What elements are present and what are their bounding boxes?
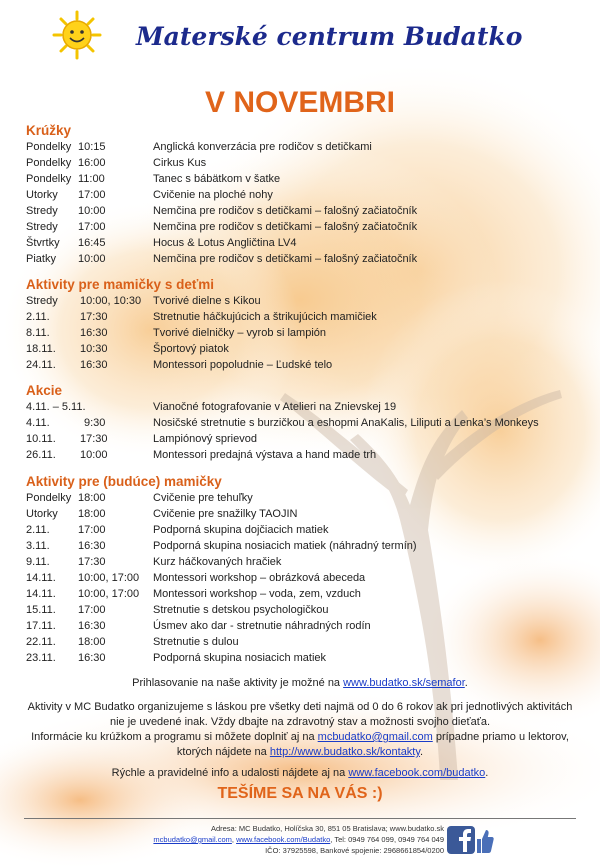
row-day: 4.11. – 5.11. — [26, 401, 86, 413]
row-day: 22.11. — [26, 636, 56, 648]
signup-end: . — [464, 677, 468, 689]
row-activity: Stretnutie s dulou — [153, 636, 239, 648]
row-activity: Cirkus Kus — [153, 157, 207, 169]
row-time: 17:30 — [78, 556, 106, 568]
month-heading: V NOVEMBRI — [204, 86, 396, 119]
section-title-akcie: Akcie — [26, 383, 63, 398]
row-day: 4.11. — [26, 417, 50, 429]
row-time: 17:30 — [80, 311, 108, 323]
row-time: 10:00, 10:30 — [80, 295, 142, 307]
page-title: Materské centrum Budatko — [136, 22, 523, 51]
row-activity: Cvičenie pre snažilky TAOJIN — [153, 508, 298, 520]
row-day: 26.11. — [26, 449, 56, 461]
row-day: Piatky — [26, 253, 56, 265]
row-activity: Cvičenie pre tehuľky — [153, 492, 253, 504]
row-day: 2.11. — [26, 524, 50, 536]
row-activity: Športový piatok — [153, 343, 229, 355]
row-time: 10:15 — [78, 141, 106, 153]
contact-text-mid: prípadne priamo u lektorov, ktorých nájdete na — [176, 731, 569, 758]
row-time: 18:00 — [78, 636, 106, 648]
row-time: 18:00 — [78, 508, 106, 520]
row-day: 18.11. — [26, 343, 56, 355]
row-activity: Nemčina pre rodičov s detičkami – falošný začiatočník — [153, 221, 418, 233]
contacts-link[interactable]: http://www.budatko.sk/kontakty — [269, 746, 421, 758]
row-time: 16:45 — [78, 237, 106, 249]
row-activity: Podporná skupina dojčiacich matiek — [153, 524, 329, 536]
row-day: Pondelky — [26, 141, 72, 153]
row-activity: Podporná skupina nosiacich matiek — [153, 652, 327, 664]
sun-logo-icon — [52, 10, 102, 60]
row-time: 11:00 — [78, 173, 105, 185]
section-title-kruzky: Krúžky — [26, 123, 72, 138]
row-activity: Tvorivé dielne s Kikou — [153, 295, 261, 307]
row-time: 17:00 — [78, 524, 106, 536]
row-time: 16:30 — [78, 540, 106, 552]
row-time: 10:00, 17:00 — [78, 572, 140, 584]
row-time: 10:30 — [80, 343, 108, 355]
row-day: Stredy — [26, 205, 58, 217]
row-activity: Vianočné fotografovanie v Atelieri na Znievskej 19 — [153, 401, 397, 413]
footer-divider — [24, 818, 576, 819]
row-time: 10:00, 17:00 — [78, 588, 140, 600]
row-time: 9:30 — [84, 417, 106, 429]
row-activity: Stretnutie s detskou psychologičkou — [153, 604, 329, 616]
row-day: Pondelky — [26, 492, 72, 504]
row-activity: Montessori workshop – voda, zem, vzduch — [153, 588, 361, 600]
row-activity: Stretnutie háčkujúcich a štrikujúcich mamičiek — [153, 311, 377, 323]
row-activity: Lampiónový sprievod — [153, 433, 257, 445]
contact-info — [20, 730, 580, 760]
facebook-info — [20, 766, 580, 781]
row-time: 16:00 — [78, 157, 106, 169]
row-day: Pondelky — [26, 157, 72, 169]
row-time: 16:30 — [80, 359, 108, 371]
row-activity: Tvorivé dielničky – vyrob si lampión — [153, 327, 327, 339]
row-activity: Podporná skupina nosiacich matiek (náhradný termín) — [153, 540, 417, 552]
row-activity: Nemčina pre rodičov s detičkami – falošný začiatočník — [153, 253, 418, 265]
row-day: 17.11. — [26, 620, 56, 632]
footer-sep: , — [231, 835, 237, 844]
row-activity: Montessori workshop – obrázková abeceda — [153, 572, 366, 584]
row-time: 17:00 — [78, 189, 106, 201]
semafor-link[interactable]: www.budatko.sk/semafor — [343, 677, 465, 689]
row-activity: Úsmev ako dar - stretnutie náhradných rodín — [153, 620, 371, 632]
footer-phones: , Tel: 0949 764 099, 0949 764 049 — [330, 835, 444, 844]
contact-text-end: . — [420, 746, 424, 758]
row-activity: Cvičenie na ploché nohy — [153, 189, 273, 201]
row-time: 17:00 — [78, 221, 106, 233]
contact-text-start: Informácie ku krúžkom a programu si môžete doplniť aj na — [31, 731, 318, 743]
row-activity: Kurz háčkovaných hračiek — [153, 556, 282, 568]
row-time: 16:30 — [78, 620, 106, 632]
row-time: 17:00 — [78, 604, 106, 616]
footer-contacts — [24, 834, 444, 845]
row-day: 14.11. — [26, 588, 56, 600]
row-time: 10:00 — [78, 253, 106, 265]
footer-address: Adresa: MC Budatko, Holíčska 30, 851 05 Bratislava; www.budatko.sk — [210, 824, 444, 833]
section-title-mamicky: Aktivity pre mamičky s deťmi — [26, 277, 215, 292]
row-day: Stredy — [26, 295, 58, 307]
row-day: 10.11. — [26, 433, 56, 445]
row-day: 23.11. — [26, 652, 56, 664]
row-activity: Tanec s bábätkom v šatke — [153, 173, 281, 185]
row-day: 14.11. — [26, 572, 56, 584]
footer-facebook-link[interactable]: www.facebook.com/Budatko — [236, 835, 331, 844]
row-day: 9.11. — [26, 556, 50, 568]
row-day: 2.11. — [26, 311, 50, 323]
row-day: Stredy — [26, 221, 58, 233]
footer-ids: IČO: 37925598, Bankové spojenie: 2968661854/0200 — [265, 846, 444, 855]
row-day: Štvrtky — [26, 237, 60, 249]
section-title-buduce: Aktivity pre (budúce) mamičky — [26, 474, 222, 489]
activities-info: Aktivity v MC Budatko organizujeme s láskou pre všetky deti najmä od 0 do 6 rokov ak pri jednotlivých aktivitách nie je uvedené inak. Vždy dbajte na zdravotný stav a možnosti svojho dieťaťa. — [27, 701, 573, 728]
row-time: 16:30 — [80, 327, 108, 339]
row-day: Pondelky — [26, 173, 72, 185]
row-day: Utorky — [26, 189, 58, 201]
footer-email-link[interactable]: mcbudatko@gmail.com — [153, 835, 232, 844]
row-time: 18:00 — [78, 492, 106, 504]
signup-info — [20, 676, 580, 691]
facebook-like-icon[interactable] — [446, 824, 494, 856]
facebook-text-end: . — [485, 767, 489, 779]
row-day: Utorky — [26, 508, 58, 520]
row-activity: Nemčina pre rodičov s detičkami – falošný začiatočník — [153, 205, 418, 217]
row-time: 16:30 — [78, 652, 106, 664]
row-day: 3.11. — [26, 540, 50, 552]
row-time: 10:00 — [80, 449, 108, 461]
row-time: 17:30 — [80, 433, 108, 445]
row-day: 15.11. — [26, 604, 56, 616]
facebook-text: Rýchle a pravidelné info a udalosti nájdete aj na — [111, 767, 349, 779]
signup-text: Prihlasovanie na naše aktivity je možné na — [132, 677, 344, 689]
row-time: 10:00 — [78, 205, 106, 217]
row-day: 24.11. — [26, 359, 56, 371]
row-activity: Nosičské stretnutie s burzičkou a eshopmi AnaKalis, Liliputi a Lenka’s Monkeys — [153, 417, 539, 429]
row-activity: Montessori predajná výstava a hand made trh — [153, 449, 377, 461]
row-activity: Anglická konverzácia pre rodičov s detičkami — [153, 141, 372, 153]
row-activity: Montessori popoludnie – Ľudské telo — [153, 359, 333, 371]
call-to-action: TEŠÍME SA NA VÁS :) — [217, 785, 383, 802]
email-link[interactable]: mcbudatko@gmail.com — [317, 731, 433, 743]
facebook-link[interactable]: www.facebook.com/budatko — [348, 767, 486, 779]
row-day: 8.11. — [26, 327, 50, 339]
row-activity: Hocus & Lotus Angličtina LV4 — [153, 237, 297, 249]
